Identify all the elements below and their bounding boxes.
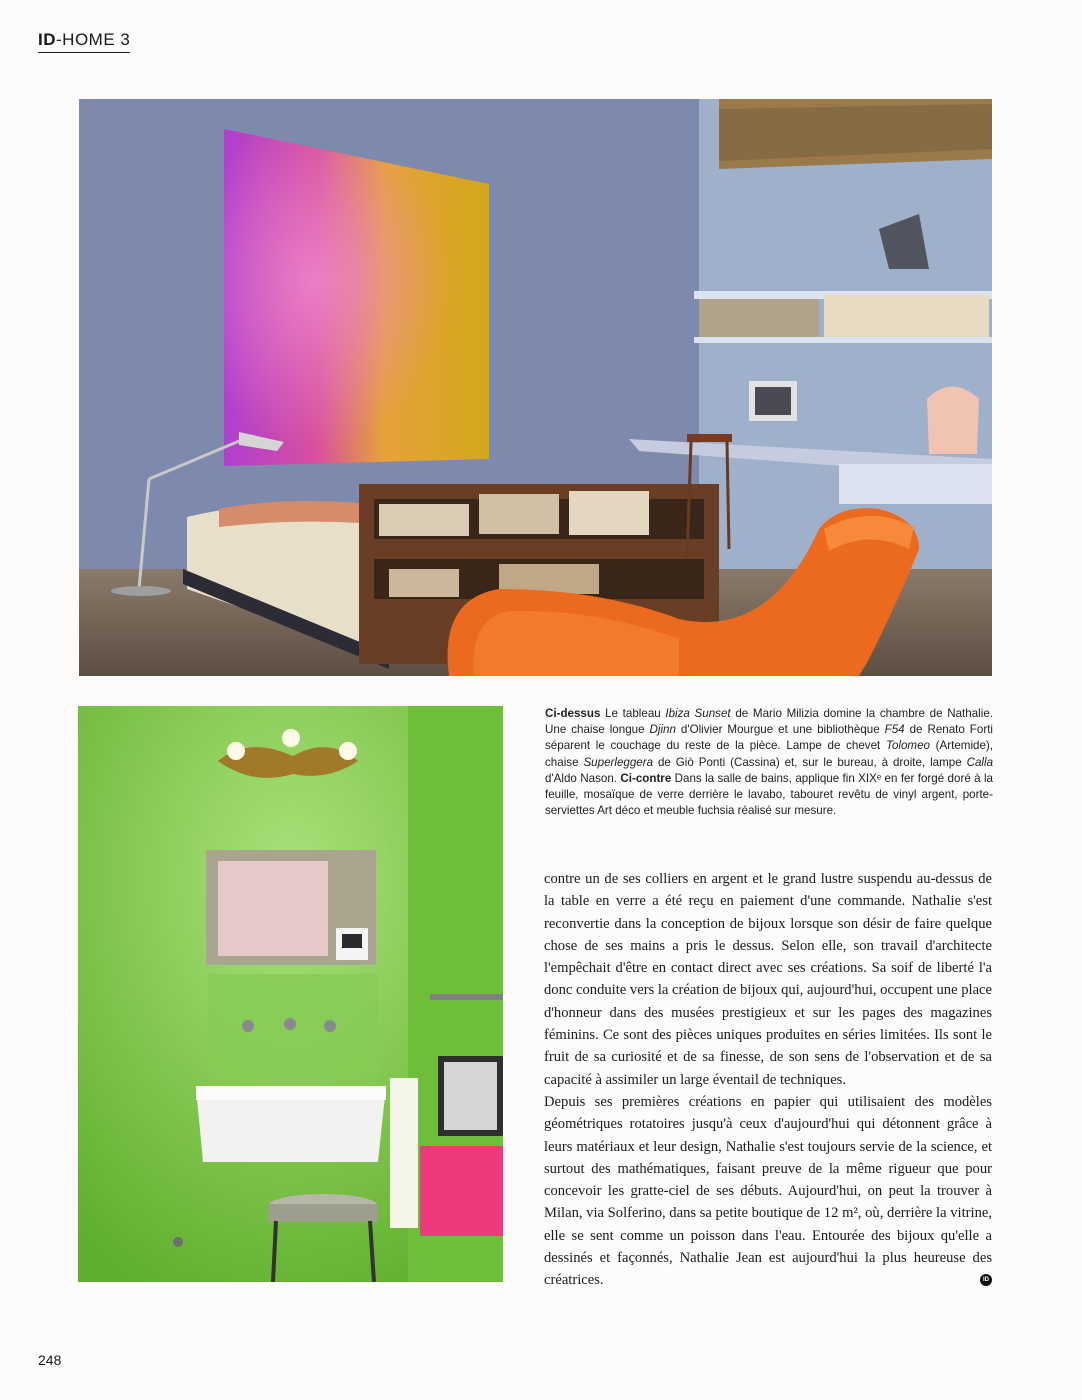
header-section: -HOME 3 — [56, 30, 131, 49]
page-number: 248 — [38, 1352, 62, 1368]
bedroom-illustration — [79, 99, 992, 676]
caption-text: (Artemide), chaise — [545, 739, 993, 769]
caption-text: de Giò Ponti (Cassina) et, sur le bureau, à droite, lampe — [653, 755, 967, 769]
article-paragraph — [544, 1091, 992, 1292]
caption-italic: Calla — [966, 755, 994, 769]
end-mark-icon: ID — [980, 1274, 992, 1286]
caption-lead-above: Ci-dessus — [545, 707, 601, 720]
caption-italic: Djinn — [649, 723, 676, 737]
caption-italic: F54 — [884, 723, 905, 737]
bathroom-illustration — [78, 706, 503, 1282]
caption-text: de Renato Forti séparent le couchage du reste de la pièce. Lampe de chevet — [545, 723, 993, 753]
article-body — [544, 868, 992, 1292]
caption-lead-opposite: Ci-contre — [620, 771, 672, 785]
bathroom-photo — [78, 706, 503, 1282]
caption-italic: Ibiza Sunset — [665, 707, 731, 720]
caption-text: Le tableau — [600, 707, 666, 720]
photo-caption — [545, 706, 993, 819]
article-paragraph: contre un de ses colliers en argent et le grand lustre suspendu au-dessus de la table en verre a été reçu en paiement d'une commande. Nathalie s'est reconvertie dans la conception de bijoux lorsque son désir de faire quelque chose de ses mains a pris le dessus. Selon elle, son travail d'architecte l'empêchait d'être en contact direct avec ses créations. Sa soif de liberté l'a donc conduite vers la création de bijoux qui, aujourd'hui, occupent une place d'honneur dans des musées prestigieux et sur les pages des magazines féminins. Ce sont des pièces uniques produites en séries limitées. Ils sont le fruit de sa curiosité et de sa finesse, de son sens de l'observation et de sa capacité à assimiler un large éventail de techniques. — [544, 871, 992, 1088]
running-header — [38, 30, 130, 53]
caption-text: d'Aldo Nason. — [545, 771, 621, 785]
bedroom-photo — [79, 99, 992, 676]
caption-italic: Tolomeo — [885, 739, 930, 753]
header-brand: ID — [38, 30, 56, 49]
caption-text: Dans la salle de bains, applique fin XIXᵉ en fer forgé doré à la feuille, mosaïque de verre derrière le lavabo, tabouret revêtu de vinyl argent, porte-serviettes Art déco et meuble fuchsia réalisé sur mesure. — [545, 771, 994, 818]
caption-italic: Superleggera — [583, 755, 654, 769]
caption-text: de Mario Milizia domine la chambre de Nathalie. Une chaise longue — [545, 707, 993, 737]
caption-text: d'Olivier Mourgue et une bibliothèque — [675, 723, 885, 737]
article-paragraph-text: Depuis ses premières créations en papier qui utilisaient des modèles géométriques rotatoires jusqu'à ceux d'aujourd'hui qui détonnent grâce à leurs matériaux et leur design, Nathalie s'est toujours servie de la science, et surtout des mathématiques, faisant preuve de la même rigueur que pour concevoir les gratte-ciel de ses débuts. Aujourd'hui, on peut la trouver à Milan, via Solferino, dans sa petite boutique de 12 m², où, derrière la vitrine, elle se sent comme un poisson dans l'eau. Entourée des bijoux qu'elle a dessinés et façonnés, Nathalie Jean est aujourd'hui la plus heureuse des créatrices. — [544, 1093, 992, 1289]
